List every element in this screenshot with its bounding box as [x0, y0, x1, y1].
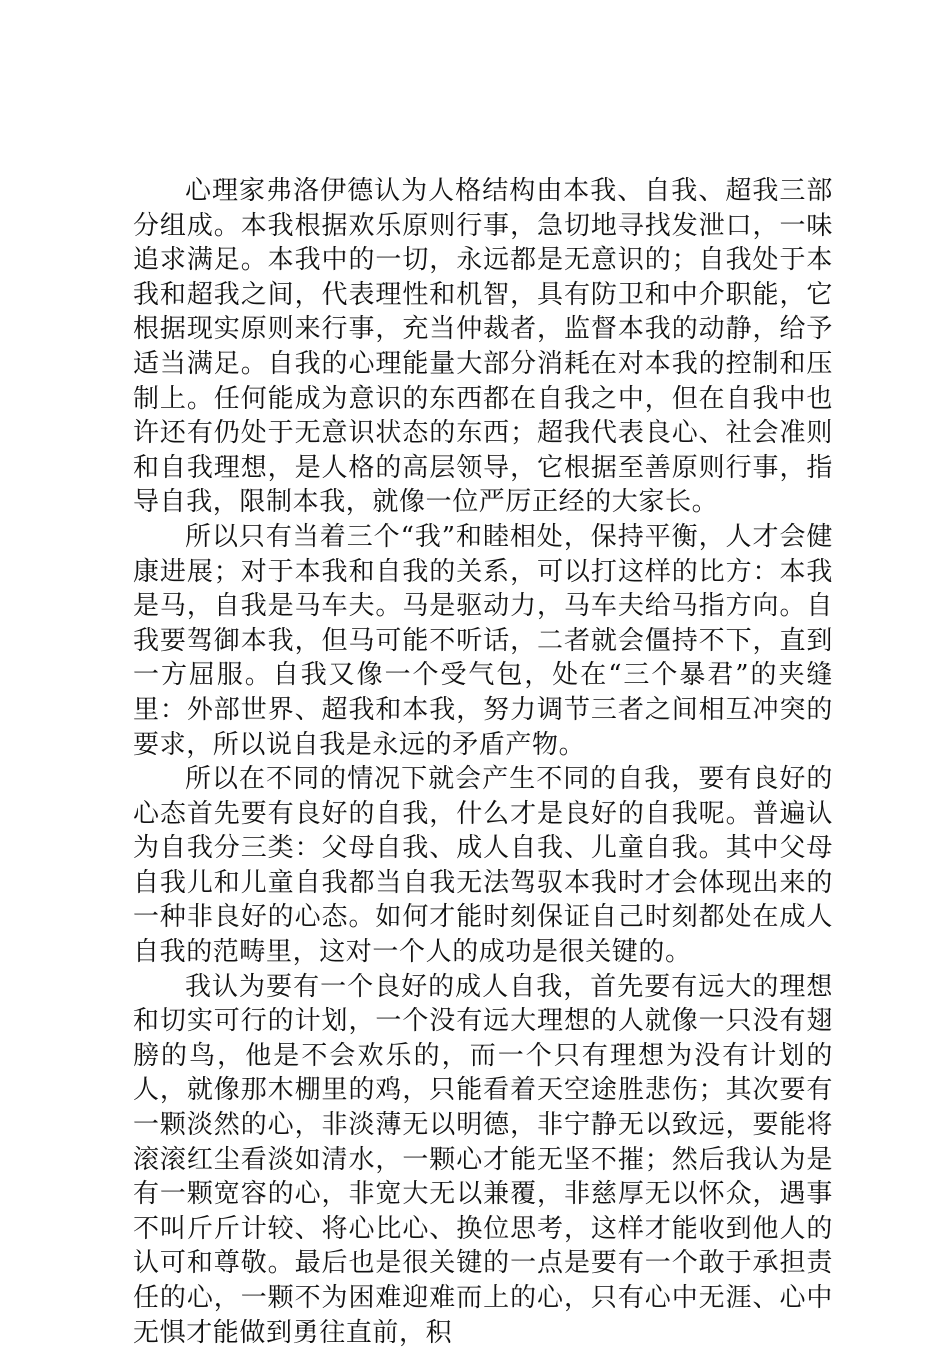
document-body: [133, 174, 833, 1350]
paragraph-4: 我认为要有一个良好的成人自我，首先要有远大的理想和切实可行的计划，一个没有远大理想的人就像一只没有翅膀的鸟，他是不会欢乐的，而一个只有理想为没有计划的人，就像那木棚里的鸡，只能看着天空途胜悲伤；其次要有一颗淡然的心，非淡薄无以明德，非宁静无以致远，要能将滚滚红尘看淡如清水，一颗心才能无坚不摧；然后我认为是有一颗宽容的心，非宽大无以兼覆，非慈厚无以怀众，遇事不叫斤斤计较、将心比心、换位思考，这样才能收到他人的认可和尊敬。最后也是很关键的一点是要有一个敢于承担责任的心，一颗不为困难迎难而上的心，只有心中无涯、心中无惧才能做到勇往直前，积: [133, 971, 833, 1348]
paragraph-2: 所以只有当着三个“我”和睦相处，保持平衡，人才会健康进展；对于本我和自我的关系，可以打这样的比方：本我是马，自我是马车夫。马是驱动力，马车夫给马指方向。自我要驾御本我，但马可能不听话，二者就会僵持不下，直到一方屈服。自我又像一个受气包，处在“三个暴君”的夹缝里：外部世界、超我和本我，努力调节三者之间相互冲突的要求，所以说自我是永远的矛盾产物。: [133, 521, 833, 760]
paragraph-3: 所以在不同的情况下就会产生不同的自我，要有良好的心态首先要有良好的自我，什么才是良好的自我呢。普遍认为自我分三类：父母自我、成人自我、儿童自我。其中父母自我儿和儿童自我都当自我无法驾驭本我时才会体现出来的一种非良好的心态。如何才能时刻保证自己时刻都处在成人自我的范畴里，这对一个人的成功是很关键的。: [133, 764, 833, 968]
paragraph-1: 心理家弗洛伊德认为人格结构由本我、自我、超我三部分组成。本我根据欢乐原则行事，急切地寻找发泄口，一味追求满足。本我中的一切，永远都是无意识的；自我处于本我和超我之间，代表理性和机智，具有防卫和中介职能，它根据现实原则来行事，充当仲裁者，监督本我的动静，给予适当满足。自我的心理能量大部分消耗在对本我的控制和压制上。任何能成为意识的东西都在自我之中，但在自我中也许还有仍处于无意识状态的东西；超我代表良心、社会准则和自我理想，是人格的高层领导，它根据至善原则行事，指导自我，限制本我，就像一位严厉正经的大家长。: [133, 176, 833, 518]
